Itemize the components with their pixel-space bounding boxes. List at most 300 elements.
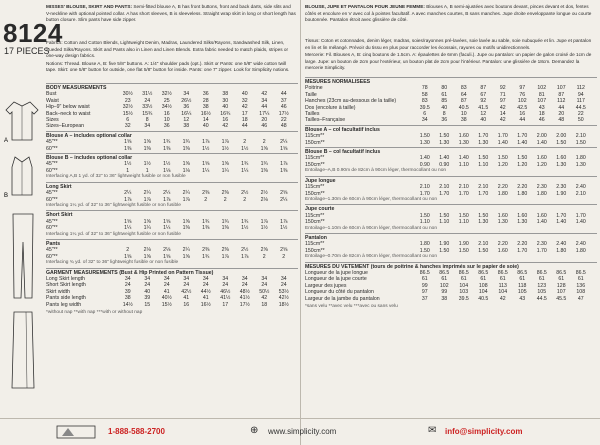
cell-value: 42	[241, 104, 248, 111]
cell-value: 61	[441, 276, 448, 283]
cell-value: 1¾	[241, 218, 249, 225]
cell-value: 42	[261, 295, 268, 302]
cell-value: 16	[519, 111, 526, 118]
row-label: 60"**	[46, 167, 58, 174]
description-text-en: Semi-fitted blouse A, B has front buttons, front and back darts, side slits and V-neckline with optional pointed collar. A has short sleeves, B is sleeveless. Straight wrap skirt in long or short length has button closure. Slim pants have side zipper.	[46, 4, 296, 22]
cell-value: 1⅛	[163, 167, 171, 174]
cell-value: 1⅝	[260, 145, 268, 152]
cell-value: 1⅜	[143, 145, 151, 152]
section-header: BODY MEASUREMENTS	[46, 83, 298, 91]
interfacing-note: Interfacing ¾ yd. of 32" to 36" lightweight fusible or non fusible	[46, 260, 179, 266]
row-label: 60"**	[46, 196, 58, 203]
cell-value: 2.10	[575, 133, 586, 140]
cell-value: 1¾	[202, 218, 210, 225]
cell-value: 1.30	[575, 161, 586, 168]
cell-value: 128	[556, 282, 566, 289]
cell-value: 2¼	[124, 190, 132, 197]
cell-value: 1.80	[419, 241, 430, 248]
interfacing-note: Entoilage–0.70m de 82cm à 90cm léger, thermocollant ou non	[305, 254, 437, 260]
cell-value: 2.10	[478, 241, 489, 248]
cell-value: 1⅝	[124, 253, 132, 260]
cell-value: 2.40	[556, 241, 567, 248]
row-label: 45"**	[46, 190, 58, 197]
cell-value: 2	[204, 196, 208, 203]
cell-value: 87	[558, 91, 565, 98]
cell-value: 32½	[161, 91, 172, 98]
cell-value: 41	[183, 295, 190, 302]
cell-value: 17½	[239, 301, 250, 308]
cell-value: 24	[202, 282, 209, 289]
cell-value: 36	[441, 117, 448, 124]
row-label: Hanches (23cm au-dessous de la taille)	[305, 98, 397, 105]
cell-value: 1.90	[458, 241, 469, 248]
interfacing-note: Interfacing A,B 1 yd. of 32" to 36" lightweight fusible or non fusible	[46, 174, 186, 180]
cell-value: 58	[421, 91, 428, 98]
cell-value: 1.40	[439, 155, 450, 162]
cell-value: 34	[241, 275, 248, 282]
cell-value: 32	[124, 123, 131, 130]
row-label: 60"**	[46, 225, 58, 232]
interfacing-note: Entoilage–1.30m de 60cm à 90cm léger, thermocollant ou non	[305, 196, 437, 202]
row-label: Largeur de la jambe du pantalon	[305, 295, 380, 302]
cell-value: 34	[144, 123, 151, 130]
cell-value: 102	[517, 98, 527, 105]
cell-value: 15	[144, 301, 151, 308]
cell-value: 1⅜	[124, 145, 132, 152]
cell-value: 18	[241, 117, 248, 124]
cell-value: 26½	[181, 97, 192, 104]
nap-legend: *sans velu **avec velu ***avec ou sans velu	[305, 304, 398, 309]
fabrics-fr	[305, 38, 597, 72]
row-label: Longueur de la jupe courte	[305, 276, 367, 283]
row-label: 45"**	[46, 161, 58, 168]
cell-value: 50½	[259, 288, 270, 295]
cell-value: 2¼	[163, 190, 171, 197]
cell-value: 24	[261, 282, 268, 289]
garment-sketches	[2, 100, 44, 400]
cell-value: 1½	[124, 161, 132, 168]
cell-value: 20	[558, 111, 565, 118]
cell-value: 2½	[241, 190, 249, 197]
row-label: Largeur des jupes	[305, 282, 347, 289]
cell-value: 47	[577, 295, 584, 302]
cell-value: 104	[459, 282, 469, 289]
mail-icon: ✉	[428, 425, 437, 436]
cell-value: 48	[558, 117, 565, 124]
cell-value: 1.10	[439, 219, 450, 226]
fabrics-text-en: Fabrics: Cotton and Cotton Blends, Lightweight Denim, Madras, Laundered Silks/Rayons, Sandwashed Silk, Linen, Sueded Silks/Rayons. Skirt and Pants also in Linen and Linen Blends. Extra fabric needed to match plaids, stripes or one-way design fabrics.	[46, 40, 289, 58]
cell-value: 61	[499, 276, 506, 283]
cell-value: 22	[577, 111, 584, 118]
cell-value: 34	[222, 275, 229, 282]
cell-value: 83	[421, 98, 428, 105]
cell-value: 2	[243, 139, 247, 146]
table-row	[305, 191, 597, 197]
cell-value: 1⅝	[202, 161, 210, 168]
website-link[interactable]: www.simplicity.com	[268, 427, 337, 436]
row-label: Back–neck to waist	[46, 110, 91, 117]
cell-value: 1⅞	[143, 196, 151, 203]
description-fr	[305, 4, 597, 24]
row-label: 115cm**	[305, 212, 325, 219]
cell-value: 1.10	[458, 161, 469, 168]
cell-value: 1.40	[536, 139, 547, 146]
cell-value: 34	[163, 275, 170, 282]
cell-value: 2⅛	[163, 247, 171, 254]
row-label: Sizes	[46, 117, 59, 124]
cell-value: 34	[202, 275, 209, 282]
cell-value: 1¼	[202, 167, 210, 174]
cell-value: 1⅞	[241, 253, 249, 260]
cell-value: 1⅝	[280, 145, 288, 152]
cell-value: 86.5	[439, 269, 450, 276]
cell-value: 34	[183, 91, 190, 98]
row-label: Long Skirt length	[46, 275, 85, 282]
cell-value: 105	[517, 289, 527, 296]
cell-value: 2.10	[478, 184, 489, 191]
row-label: Poitrine	[305, 85, 323, 92]
cell-value: 1.80	[517, 190, 528, 197]
blouse-b-sketch	[2, 155, 42, 199]
notions-text-fr: Mercerie: Fil. Blouses A, B: cinq boutons de 1.5cm. A: épaulettes de 6mm (faculi.). Jupe ou pantalon: un papier de galon croisé de 1cm de large. Jupe: un bouton de 2cm pour l'extérieur, un bouton plat de 2cm pour l'intérieur. Pantalon: une glissière de 18cm. Demandez la mercerie Simplicity.	[305, 52, 592, 70]
cell-value: 136	[576, 282, 586, 289]
section-header: Pantalon	[305, 233, 597, 241]
cell-value: 14½	[122, 301, 133, 308]
row-label: Dos (encolure à taille)	[305, 104, 356, 111]
cell-value: 1½	[241, 145, 249, 152]
cell-value: 24	[144, 97, 151, 104]
cell-value: 10	[163, 117, 170, 124]
cell-value: 104	[498, 289, 508, 296]
cell-value: 1.70	[497, 133, 508, 140]
cell-value: 2.30	[556, 184, 567, 191]
cell-value: 15½	[122, 110, 133, 117]
row-label: 150cm**	[305, 190, 325, 197]
cell-value: 61	[441, 91, 448, 98]
row-label: 150cm**	[305, 247, 325, 254]
cell-value: 10	[460, 111, 467, 118]
table-row	[46, 302, 298, 308]
interfacing-note: Entoilage–A,B 0.90m de 82cm à 90cm léger, thermocollant ou non	[305, 168, 447, 174]
cell-value: 1.70	[536, 247, 547, 254]
cell-value: 2	[282, 253, 286, 260]
cell-value: 1⅜	[182, 145, 190, 152]
cell-value: 2.20	[517, 184, 528, 191]
cell-value: 2.30	[536, 241, 547, 248]
cell-value: 40½	[161, 295, 172, 302]
cell-value: 38	[222, 91, 229, 98]
row-label: Pants side length	[46, 295, 86, 302]
cell-value: 61	[558, 276, 565, 283]
cell-value: 2⅛	[260, 196, 268, 203]
pieces-count: 17 PIECES	[4, 46, 50, 56]
cell-value: 1¼	[241, 167, 249, 174]
cell-value: 1.20	[536, 161, 547, 168]
cell-value: 105	[537, 289, 547, 296]
cell-value: 46	[280, 104, 287, 111]
cell-value: 94	[577, 91, 584, 98]
cell-value: 31½	[142, 91, 153, 98]
cell-value: 28	[202, 97, 209, 104]
cell-value: 40.5	[478, 295, 489, 302]
section-header: GARMENT MEASUREMENTS (Bust & Hip Printed on Pattern Tissue)	[46, 268, 298, 276]
cell-value: 34	[421, 117, 428, 124]
cell-value: 1.50	[517, 155, 528, 162]
cell-value: 44	[519, 117, 526, 124]
cell-value: 2½	[260, 190, 268, 197]
cell-value: 41	[202, 295, 209, 302]
cell-value: 1.30	[497, 219, 508, 226]
cell-value: 86.5	[575, 269, 586, 276]
cell-value: 1.70	[478, 133, 489, 140]
cell-value: 46	[538, 117, 545, 124]
cell-value: 1.10	[419, 219, 430, 226]
cell-value: 16¾	[220, 110, 231, 117]
description-en	[46, 4, 296, 24]
section-header: Jupe courte	[305, 204, 597, 212]
row-label: 45"**	[46, 218, 58, 225]
cell-value: 1¾	[182, 139, 190, 146]
cell-value: 97	[519, 85, 526, 92]
cell-value: 53½	[278, 288, 289, 295]
cell-value: 61	[460, 276, 467, 283]
cell-value: 64	[460, 91, 467, 98]
cell-value: 24	[124, 282, 131, 289]
cell-value: 44.5	[536, 295, 547, 302]
cell-value: 1⅝	[143, 139, 151, 146]
cell-value: 86.5	[536, 269, 547, 276]
cell-value: 102	[537, 85, 547, 92]
cell-value: 1¾	[202, 253, 210, 260]
cell-value: 92	[499, 85, 506, 92]
email-link[interactable]: info@simplicity.com	[445, 427, 523, 436]
cell-value: 42½	[278, 295, 289, 302]
cell-value: 30	[222, 97, 229, 104]
cell-value: 1.40	[497, 139, 508, 146]
cell-value: 16	[183, 301, 190, 308]
cell-value: 1⅝	[163, 253, 171, 260]
cell-value: 30½	[122, 91, 133, 98]
cell-value: 86.5	[478, 269, 489, 276]
cell-value: 34	[280, 275, 287, 282]
row-label: Longueur de la jupe longue	[305, 269, 368, 276]
cell-value: 16½	[200, 301, 211, 308]
cell-value: 1⅛	[182, 167, 190, 174]
cell-value: 40	[241, 91, 248, 98]
cell-value: 1⅝	[124, 139, 132, 146]
blouse-a-sketch	[2, 100, 42, 144]
cell-value: 39	[124, 288, 131, 295]
interfacing-note: Interfacing 1¼ yd. of 32" to 36" lightweight fusible or non fusible	[46, 202, 181, 208]
cell-value: 40	[441, 104, 448, 111]
cell-value: 1⅝	[182, 161, 190, 168]
cell-value: 2	[262, 139, 266, 146]
cell-value: 42	[499, 104, 506, 111]
cell-value: 34	[183, 275, 190, 282]
cell-value: 118	[518, 282, 527, 289]
cell-value: 97	[421, 289, 428, 296]
cell-value: 39.5	[458, 295, 469, 302]
cell-value: 1¾	[163, 139, 171, 146]
fabrics-en	[46, 40, 296, 74]
cell-value: 1.40	[575, 219, 586, 226]
cell-value: 16	[163, 110, 170, 117]
cell-value: 33½	[142, 104, 153, 111]
cell-value: 1.60	[536, 155, 547, 162]
cell-value: 20	[261, 117, 268, 124]
row-label: Tailles–Française	[305, 117, 346, 124]
section-header: Blouse A – col facultatif inclus	[305, 125, 597, 133]
cell-value: 78	[421, 85, 428, 92]
row-label: 150cm**	[305, 219, 325, 226]
cell-value: 36	[183, 104, 190, 111]
cell-value: 1½	[280, 225, 288, 232]
cell-value: 2⅝	[260, 247, 268, 254]
table-row	[305, 140, 597, 146]
cell-value: 38	[460, 117, 467, 124]
cell-value: 1.30	[439, 139, 450, 146]
cell-value: 112	[576, 85, 585, 92]
cell-value: 108	[478, 282, 488, 289]
section-header: Short Skirt	[46, 210, 298, 218]
french-column	[300, 0, 600, 445]
section-header: MESURES DU VETEMENT (tours de poitrine & hanches imprimés sur le papier de soie)	[305, 262, 597, 270]
cell-value: 86.5	[556, 269, 567, 276]
cell-value: 2.10	[439, 184, 450, 191]
cell-value: 44	[558, 104, 565, 111]
cell-value: 1.60	[536, 212, 547, 219]
cell-value: 1.70	[458, 190, 469, 197]
cell-value: 1½	[143, 161, 151, 168]
cell-value: 15½	[161, 301, 172, 308]
cell-value: 71	[499, 91, 506, 98]
cell-value: 43	[519, 295, 526, 302]
cell-value: 1⅞	[221, 253, 229, 260]
cell-value: 2⅜	[221, 247, 229, 254]
row-label: Waist	[46, 97, 59, 104]
cell-value: 2⅝	[280, 190, 288, 197]
cell-value: 38	[183, 123, 190, 130]
cell-value: 76	[519, 91, 526, 98]
row-label: 115cm**	[305, 241, 325, 248]
svg-text:B: B	[4, 193, 9, 199]
section-header: Pants	[46, 239, 298, 247]
cell-value: 1.50	[478, 247, 489, 254]
cell-value: 2½	[241, 247, 249, 254]
cell-value: 24	[241, 282, 248, 289]
cell-value: 1.50	[478, 212, 489, 219]
cell-value: 2.00	[556, 133, 567, 140]
cell-value: 41	[163, 288, 170, 295]
cell-value: 1⅞	[280, 161, 288, 168]
cell-value: 42	[261, 91, 268, 98]
cell-value: 2⅜	[202, 190, 210, 197]
cell-value: 1.50	[419, 133, 430, 140]
cell-value: 1⅜	[163, 145, 171, 152]
cell-value: 1⅞	[202, 139, 210, 146]
pattern-number: 8124	[3, 18, 63, 48]
cell-value: 1.50	[478, 155, 489, 162]
cell-value: 1.50	[458, 247, 469, 254]
cell-value: 2.40	[575, 241, 586, 248]
cell-value: 1⅜	[182, 225, 190, 232]
row-label: Taille	[305, 91, 317, 98]
cell-value: 42	[499, 295, 506, 302]
cell-value: 0.90	[439, 161, 450, 168]
cell-value: 112	[557, 98, 566, 105]
cell-value: 81	[538, 91, 545, 98]
row-label: 115cm**	[305, 155, 325, 162]
cell-value: 1.40	[517, 139, 528, 146]
cell-value: 102	[439, 282, 449, 289]
cell-value: 24	[183, 282, 190, 289]
phone-number[interactable]: 1-888-588-2700	[108, 427, 165, 436]
description-text-fr: Blouses A, B semi-ajustées avec boutons devant, pinces devant et dos, fentes côtés et encolure en V avec col à pointes facultatif. A avec manches courtes, B sans manches. Jupe droite enveloppante longue ou courte boutonnée. Pantalon étroit avec glissière de côté.	[305, 4, 592, 22]
row-label: Pants leg width	[46, 301, 82, 308]
cell-value: 2.20	[497, 184, 508, 191]
cell-value: 12	[183, 117, 190, 124]
cell-value: 80	[441, 85, 448, 92]
simplicity-logo-icon	[56, 424, 96, 440]
title-en: MISSES' BLOUSE, SKIRT AND PANTS:	[46, 4, 133, 9]
cell-value: 1⅜	[260, 167, 268, 174]
cell-value: 22	[280, 117, 287, 124]
cell-value: 99	[441, 289, 448, 296]
cell-value: 1.70	[517, 247, 528, 254]
cell-value: 1.80	[556, 247, 567, 254]
fabrics-text-fr: Tissus: Coton et cotonnades, denim léger, madras, soies/rayonnes pré-lavées, soie lavée au sable, soie nubuquée et lin. Jupe et pantalon en lin et lin mélangé. Prévoir du tissu en plus pour raccorder les écossais, rayures ou motifs unidirectionnels.	[305, 38, 592, 50]
cell-value: 1.30	[478, 219, 489, 226]
cell-value: 42	[222, 123, 229, 130]
cell-value: 2.10	[575, 190, 586, 197]
cell-value: 104	[478, 289, 488, 296]
cell-value: 17	[222, 301, 229, 308]
cell-value: 18	[261, 301, 268, 308]
cell-value: 1.50	[439, 212, 450, 219]
globe-icon: ⊕	[250, 425, 259, 436]
cell-value: 1.50	[419, 247, 430, 254]
cell-value: 1⅞	[221, 139, 229, 146]
cell-value: 25	[163, 97, 170, 104]
cell-value: 1½	[202, 145, 210, 152]
cell-value: 85	[441, 98, 448, 105]
cell-value: 1.50	[556, 139, 567, 146]
cell-value: 61	[421, 276, 428, 283]
skirt-sketch	[10, 310, 36, 390]
notions-text-en: Notions: Thread. Blouse A, B: five 5/8" buttons. A: 1/4" shoulder pads (opt.). Skirt or Pants: one 5/8" wide cotton twill tape. Skirt: one 5/8" button for outside, one flat 5/8" button for inside. Pants: one 7" zipper. Look for Simplicity notions.	[46, 60, 290, 72]
cell-value: 1½	[241, 225, 249, 232]
cell-value: 1.30	[478, 139, 489, 146]
row-label: 45"**	[46, 139, 58, 146]
cell-value: 38	[202, 104, 209, 111]
cell-value: 2	[243, 196, 247, 203]
cell-value: 92	[480, 98, 487, 105]
row-label: 115cm**	[305, 133, 325, 140]
cell-value: 2.00	[536, 133, 547, 140]
cell-value: 18	[538, 111, 545, 118]
table-row	[46, 123, 298, 129]
row-label: 45"**	[46, 247, 58, 254]
cell-value: 2	[126, 247, 130, 254]
row-label: Longueur du côté du pantalon	[305, 289, 374, 296]
cell-value: 2¼	[182, 247, 190, 254]
row-label: Bust	[46, 91, 57, 98]
cell-value: 108	[576, 289, 586, 296]
cell-value: 61	[480, 276, 487, 283]
cell-value: 61	[577, 276, 584, 283]
cell-value: 0.90	[419, 161, 430, 168]
cell-value: 1⅝	[163, 218, 171, 225]
